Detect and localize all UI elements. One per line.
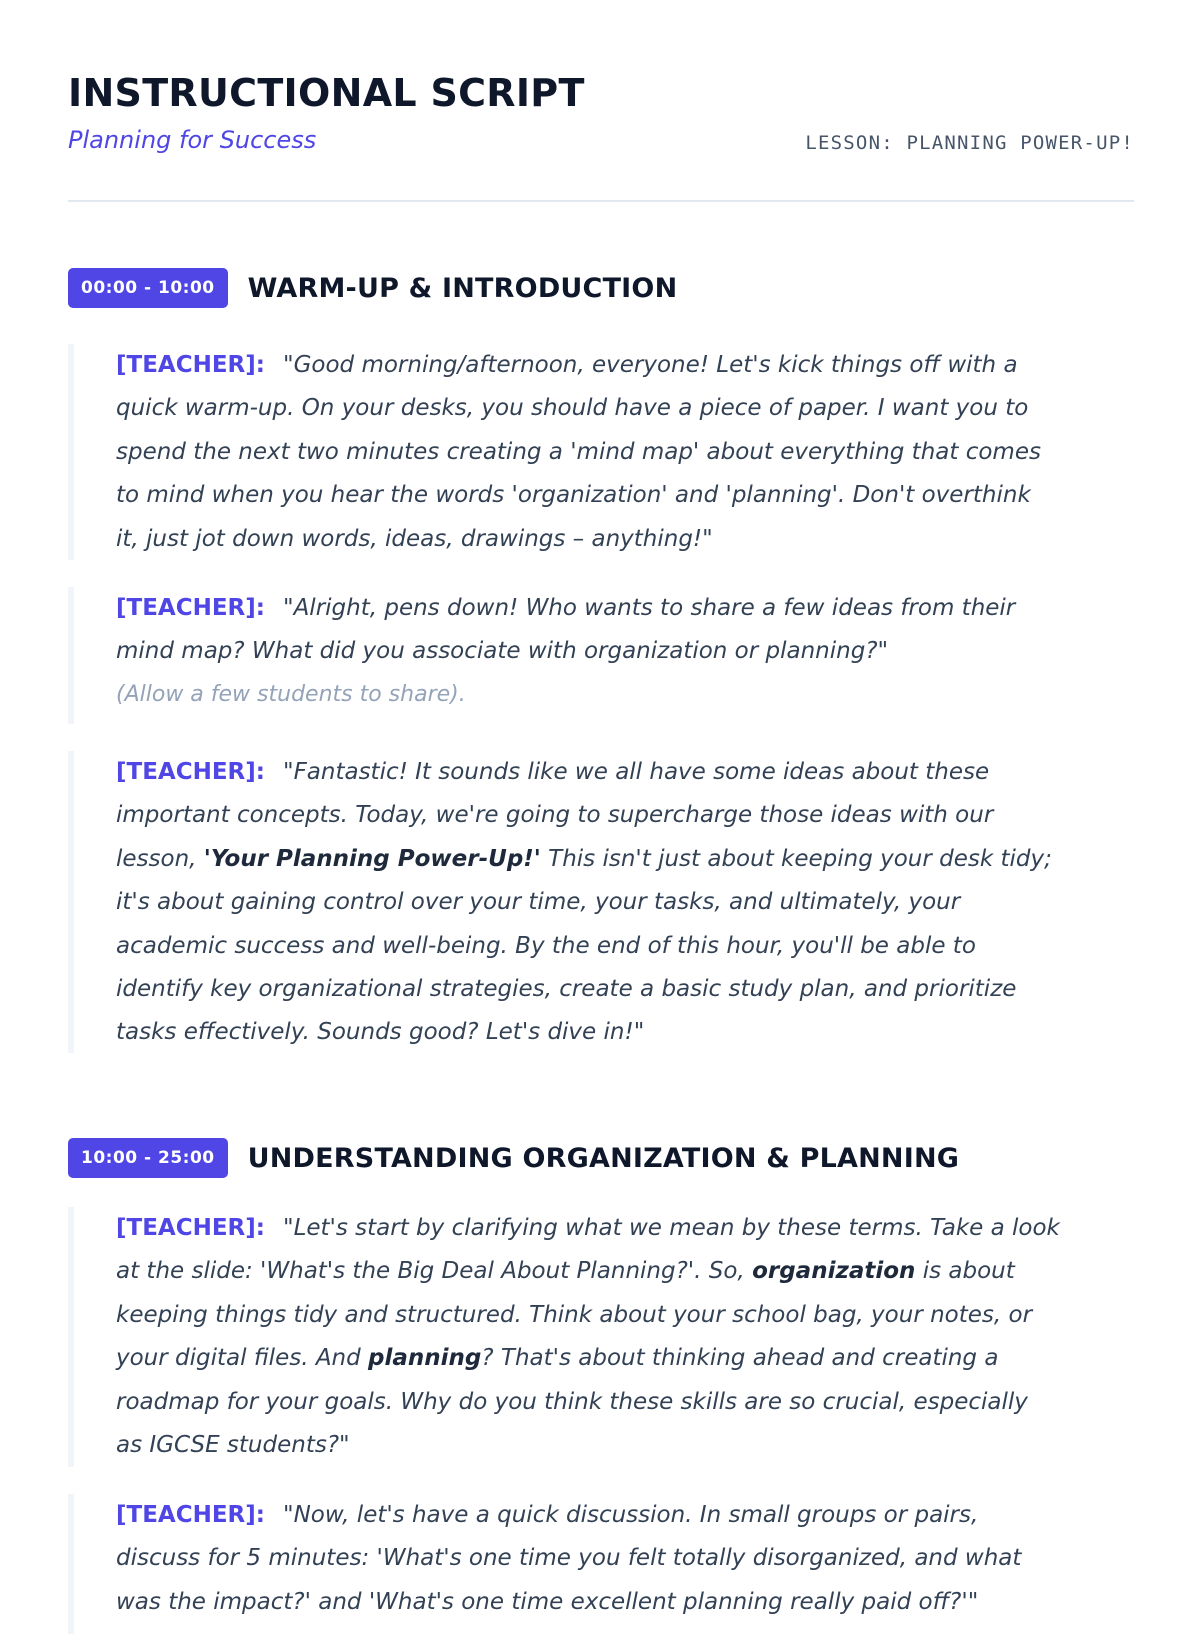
stage-direction: (Allow a few students to share). — [116, 681, 466, 707]
script-line: discuss for 5 minutes: 'What's one time you felt totally disorganized, and what — [116, 1545, 1022, 1572]
speaker-label: [TEACHER]: — [116, 595, 265, 621]
script-line: was the impact?' and 'What's one time excellent planning really paid off?'" — [116, 1588, 979, 1615]
lesson-name-emphasis: 'Your Planning Power-Up!' — [203, 845, 541, 872]
script-line: identify key organizational strategies, create a basic study plan, and prioritize — [116, 976, 1017, 1003]
script-line: important concepts. Today, we're going to supercharge those ideas with our — [116, 802, 994, 829]
dialogue-text: ? That's about thinking ahead and creating a — [481, 1345, 999, 1372]
script-line — [116, 1494, 1134, 1537]
dialogue-text: "Fantastic! It sounds like we all have some ideas about these — [282, 759, 990, 785]
lesson-label: LESSON: PLANNING POWER-UP! — [805, 132, 1134, 154]
dialogue-text: "Now, let's have a quick discussion. In small groups or pairs, — [282, 1502, 979, 1528]
document-title: INSTRUCTIONAL SCRIPT — [68, 71, 585, 115]
script-line — [116, 751, 1134, 794]
section-title: UNDERSTANDING ORGANIZATION & PLANNING — [247, 1142, 960, 1174]
script-line: keeping things tidy and structured. Think about your school bag, your notes, or — [116, 1301, 1033, 1328]
dialogue-text: at the slide: 'What's the Big Deal About Planning?'. So, — [116, 1258, 753, 1285]
dialogue-text: This isn't just about keeping your desk tidy; — [540, 845, 1052, 872]
dialogue-text: your digital files. And — [116, 1345, 369, 1372]
header-divider — [68, 200, 1134, 202]
script-block — [68, 751, 1134, 1053]
script-line — [116, 1337, 1134, 1380]
script-line: to mind when you hear the words 'organization' and 'planning'. Don't overthink — [116, 482, 1031, 509]
script-line: as IGCSE students?" — [116, 1432, 350, 1459]
speaker-label: [TEACHER]: — [116, 759, 265, 785]
dialogue-text: "Good morning/afternoon, everyone! Let's kick things off with a — [282, 352, 1018, 378]
script-line: academic success and well-being. By the end of this hour, you'll be able to — [116, 932, 976, 959]
speaker-label: [TEACHER]: — [116, 1215, 265, 1241]
script-line: mind map? What did you associate with organization or planning?" — [116, 638, 889, 665]
script-line — [116, 587, 1134, 630]
script-line: tasks effectively. Sounds good? Let's dive in!" — [116, 1019, 645, 1046]
section-header-understanding — [68, 1138, 959, 1178]
speaker-label: [TEACHER]: — [116, 1502, 265, 1528]
dialogue-text: "Let's start by clarifying what we mean by these terms. Take a look — [282, 1215, 1060, 1241]
term-emphasis: planning — [368, 1345, 482, 1372]
section-header-warm-up — [68, 268, 677, 308]
time-badge: 10:00 - 25:00 — [68, 1138, 228, 1178]
script-block — [68, 1494, 1134, 1634]
script-line: it's about gaining control over your time, your tasks, and ultimately, your — [116, 889, 961, 916]
script-line — [116, 1207, 1134, 1250]
section-title: WARM-UP & INTRODUCTION — [247, 272, 678, 304]
time-badge: 00:00 - 10:00 — [68, 268, 228, 308]
script-line: quick warm-up. On your desks, you should have a piece of paper. I want you to — [116, 395, 1029, 422]
document-subtitle: Planning for Success — [68, 126, 317, 154]
script-line: roadmap for your goals. Why do you think these skills are so crucial, especially — [116, 1388, 1028, 1415]
script-line — [116, 1250, 1134, 1293]
script-line: it, just jot down words, ideas, drawings – anything!" — [116, 525, 713, 552]
script-block — [68, 587, 1134, 724]
script-line — [116, 838, 1134, 881]
dialogue-text: "Alright, pens down! Who wants to share a few ideas from their — [282, 595, 1016, 621]
dialogue-text: lesson, — [116, 845, 204, 872]
script-block — [68, 344, 1134, 560]
script-block — [68, 1207, 1134, 1467]
dialogue-text: is about — [915, 1258, 1015, 1285]
script-line — [116, 344, 1134, 387]
speaker-label: [TEACHER]: — [116, 352, 265, 378]
term-emphasis: organization — [752, 1258, 916, 1285]
script-line: spend the next two minutes creating a 'mind map' about everything that comes — [116, 438, 1041, 465]
